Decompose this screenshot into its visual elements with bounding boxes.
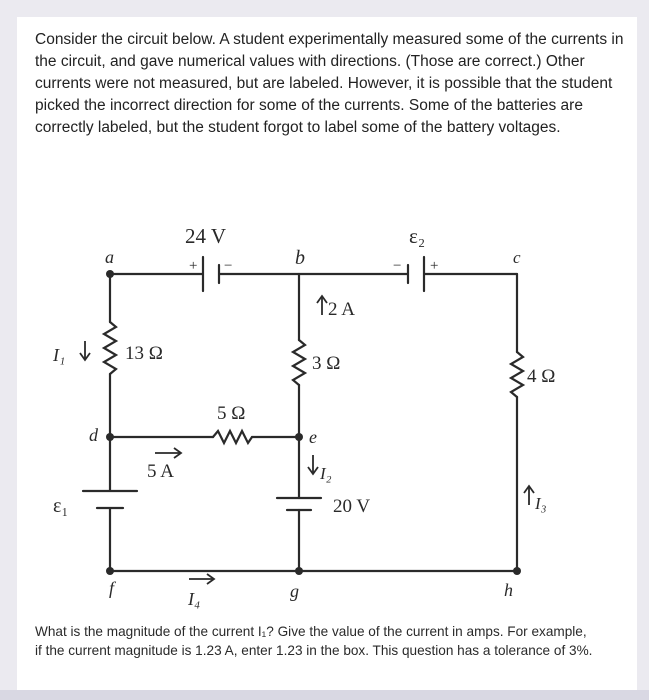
battery-24v-minus: −: [224, 258, 233, 274]
node-e-dot: [295, 433, 303, 441]
battery-e1-label: ε₁: [53, 495, 69, 517]
node-b-label: b: [295, 247, 305, 269]
node-f-dot: [106, 567, 114, 575]
resistor-13-ohm-zigzag: [104, 322, 116, 374]
resistor-3-ohm-zigzag: [293, 340, 305, 385]
current-i4-label: I₄: [188, 589, 201, 609]
circuit-diagram: [17, 207, 637, 627]
node-d-dot: [106, 433, 114, 441]
node-f-label: f: [109, 578, 115, 598]
current-i3-label: I₃: [535, 494, 547, 513]
node-h-dot: [513, 567, 521, 575]
resistor-4-ohm-label: 4 Ω: [527, 366, 556, 387]
problem-card: [17, 17, 637, 700]
resistor-4-ohm-zigzag: [511, 352, 523, 397]
current-i2-label: I₂: [320, 464, 332, 483]
current-2a-label: 2 A: [328, 299, 355, 320]
question-text: What is the magnitude of the current I₁? Give the value of the current in amps. For example, if the current magnitude is 1.23 A, enter 1.23 in the box. This question has a tolerance of 3%.: [35, 624, 593, 658]
node-h-label: h: [504, 580, 513, 600]
resistor-5-ohm-label: 5 Ω: [217, 403, 246, 424]
battery-e2-label: ε₂: [409, 224, 426, 248]
battery-e2-minus: −: [393, 258, 402, 274]
battery-20v-label: 20 V: [333, 496, 371, 517]
resistor-5-ohm-zigzag: [213, 431, 252, 443]
battery-24v-plus: +: [189, 258, 198, 274]
node-g-dot: [295, 567, 303, 575]
node-d-label: d: [89, 425, 98, 445]
battery-24v-label: 24 V: [185, 224, 227, 248]
problem-statement: Consider the circuit below. A student experimentally measured some of the currents in the circuit, and gave numerical values with directions. (Those are correct.) Other currents were not measured, but are labeled. However, it is possible that the student picked the incorrect direction for some of the currents. Some of the batteries are correctly labeled, but the student forgot to label some of the battery voltages.: [35, 31, 624, 136]
node-g-label: g: [290, 581, 299, 601]
current-5a-label: 5 A: [147, 461, 174, 482]
bottom-border: [0, 690, 649, 700]
node-a-dot: [106, 270, 114, 278]
resistor-3-ohm-label: 3 Ω: [312, 353, 341, 374]
node-a-label: a: [105, 247, 114, 267]
node-c-label: c: [513, 248, 521, 267]
resistor-13-ohm-label: 13 Ω: [125, 343, 163, 364]
battery-e2-plus: +: [430, 258, 439, 274]
current-i1-label: I₁: [53, 345, 66, 365]
node-e-label: e: [309, 427, 317, 447]
